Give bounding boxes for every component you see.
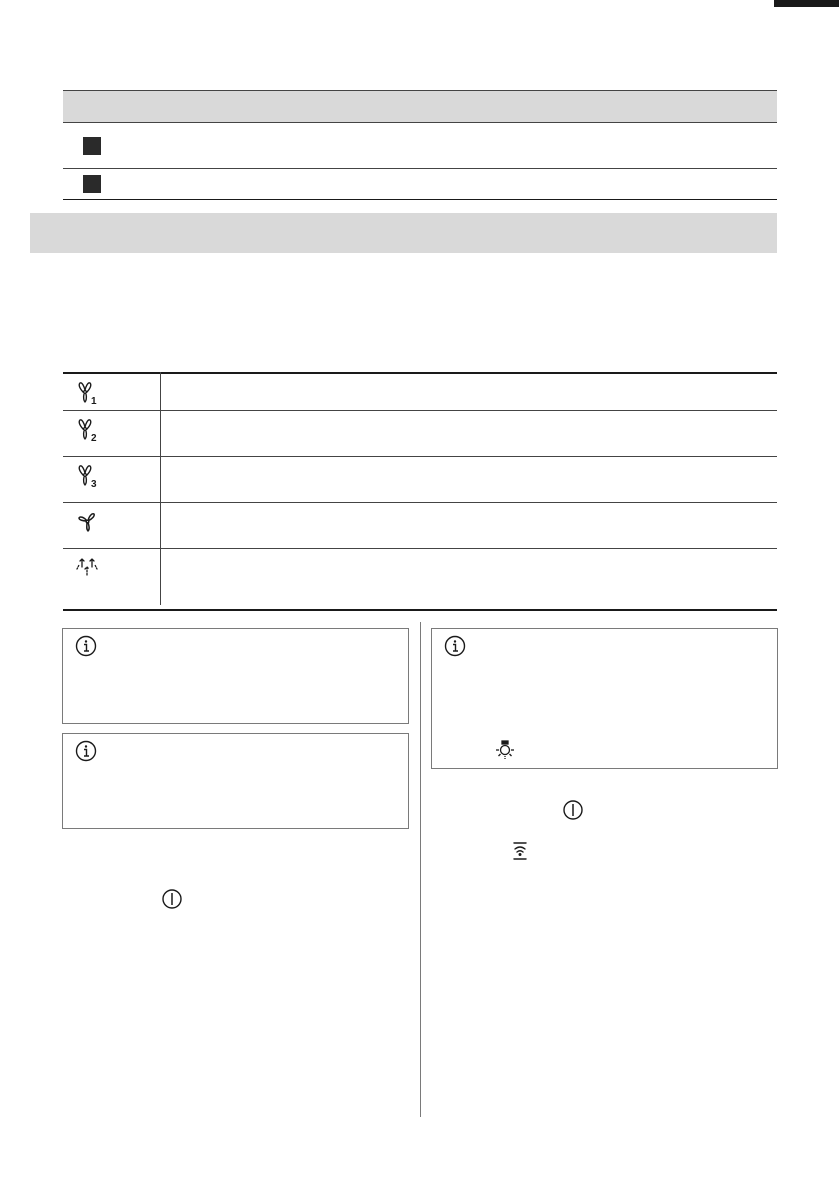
- hob-to-hood-icon: [510, 840, 530, 862]
- info-note-box: [62, 733, 409, 829]
- table-row: [63, 169, 777, 200]
- indicator-table-header: [63, 90, 777, 123]
- table-row: [63, 548, 777, 611]
- indicator-table: [63, 90, 777, 200]
- power-icon: [161, 888, 183, 910]
- svg-text:2: 2: [91, 433, 97, 443]
- table-column-divider: [160, 372, 161, 605]
- power-icon: [562, 799, 584, 821]
- fan-speed-2-icon: [75, 417, 101, 443]
- steam-extraction-icon: [75, 555, 101, 581]
- column-divider: [420, 622, 421, 1117]
- page-edge-ribbon: [774, 0, 839, 7]
- table-row: [63, 410, 777, 456]
- info-icon: [75, 740, 97, 762]
- table-row: [63, 456, 777, 502]
- table-row: [63, 502, 777, 548]
- black-square-icon: [83, 137, 101, 155]
- info-note-box: [431, 628, 778, 769]
- fan-speed-table: [63, 372, 777, 611]
- table-row: [63, 123, 777, 169]
- svg-text:3: 3: [91, 479, 97, 489]
- fan-boost-icon: [75, 509, 101, 535]
- table-row: [63, 372, 777, 410]
- info-icon: [75, 635, 97, 657]
- fan-speed-1-icon: [75, 380, 101, 406]
- info-note-box: [62, 628, 409, 724]
- fan-speed-3-icon: [75, 463, 101, 489]
- info-icon: [444, 635, 466, 657]
- black-square-icon: [83, 175, 101, 193]
- light-bulb-icon: [494, 739, 516, 761]
- section-heading-band: [30, 213, 777, 253]
- svg-text:1: 1: [91, 396, 97, 406]
